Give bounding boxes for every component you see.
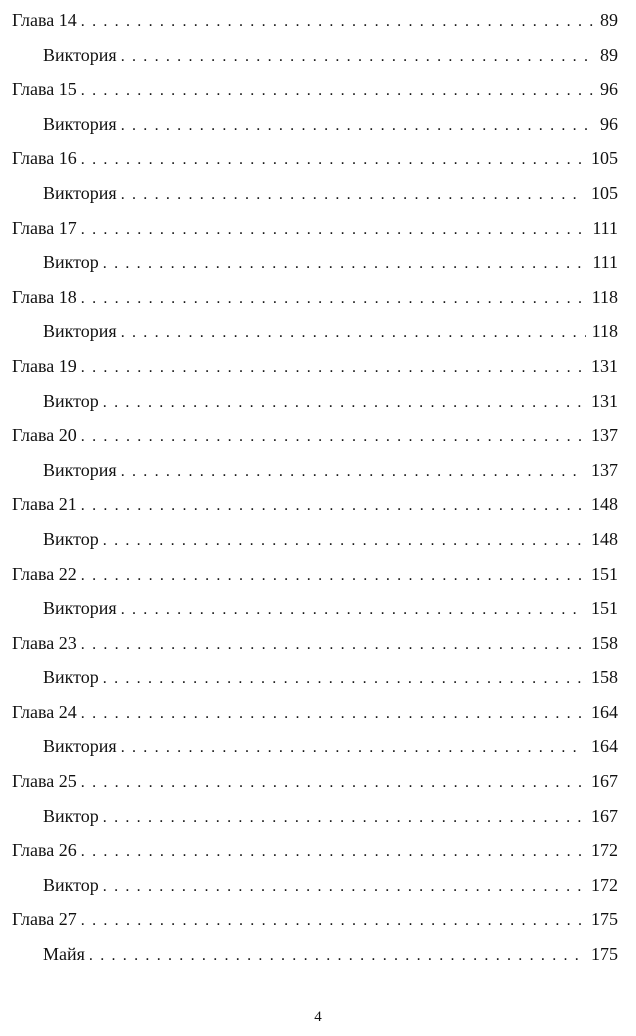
- toc-entry-title: Глава 23: [12, 632, 77, 653]
- toc-chapter-entry: [12, 487, 618, 522]
- toc-chapter-entry: [12, 902, 618, 937]
- toc-chapter-entry: [12, 557, 618, 592]
- dot-leader: [103, 247, 587, 282]
- toc-entry-title: Виктор: [43, 667, 99, 688]
- toc-chapter-entry: [12, 764, 618, 799]
- toc-entry-title: Глава 26: [12, 840, 77, 861]
- toc-chapter-entry: [12, 349, 618, 384]
- toc-entry-page-number: 148: [591, 494, 618, 515]
- toc-entry-title: Виктория: [43, 598, 117, 619]
- toc-entry-title: Глава 20: [12, 425, 77, 446]
- toc-entry-page-number: 137: [591, 425, 618, 446]
- toc-entry-page-number: 89: [600, 44, 618, 65]
- toc-entry-page-number: 151: [591, 598, 618, 619]
- toc-entry-page-number: 148: [591, 528, 618, 549]
- toc-chapter-entry: [12, 3, 618, 38]
- toc-subentry: [12, 799, 618, 834]
- toc-entry-title: Виктор: [43, 528, 99, 549]
- toc-entry-page-number: 175: [591, 909, 618, 930]
- toc-entry-title: Глава 24: [12, 701, 77, 722]
- dot-leader: [81, 143, 585, 178]
- toc-entry-page-number: 96: [600, 113, 618, 134]
- dot-leader: [121, 731, 585, 766]
- toc-subentry: [12, 660, 618, 695]
- toc-entry-page-number: 167: [591, 805, 618, 826]
- dot-leader: [121, 316, 586, 351]
- toc-entry-page-number: 111: [592, 217, 618, 238]
- dot-leader: [103, 662, 585, 697]
- toc-subentry: [12, 591, 618, 626]
- dot-leader: [89, 939, 585, 974]
- dot-leader: [81, 74, 594, 109]
- toc-entry-page-number: 118: [591, 321, 618, 342]
- dot-leader: [103, 524, 585, 559]
- toc-subentry: [12, 522, 618, 557]
- toc-subentry: [12, 38, 618, 73]
- toc-entry-page-number: 175: [591, 944, 618, 965]
- dot-leader: [121, 109, 594, 144]
- toc-entry-page-number: 105: [591, 148, 618, 169]
- toc-entry-title: Виктория: [43, 736, 117, 757]
- dot-leader: [81, 766, 585, 801]
- dot-leader: [121, 40, 594, 75]
- toc-entry-title: Виктория: [43, 182, 117, 203]
- toc-entry-title: Глава 18: [12, 286, 77, 307]
- table-of-contents: [12, 3, 618, 972]
- toc-chapter-entry: [12, 72, 618, 107]
- dot-leader: [81, 420, 585, 455]
- page-number: 4: [314, 1009, 322, 1025]
- toc-entry-page-number: 137: [591, 459, 618, 480]
- toc-chapter-entry: [12, 418, 618, 453]
- toc-entry-title: Виктория: [43, 321, 117, 342]
- toc-subentry: [12, 384, 618, 419]
- dot-leader: [121, 455, 585, 490]
- toc-entry-title: Виктор: [43, 805, 99, 826]
- toc-entry-title: Глава 15: [12, 79, 77, 100]
- toc-entry-title: Майя: [43, 944, 85, 965]
- toc-entry-page-number: 131: [591, 390, 618, 411]
- dot-leader: [81, 904, 585, 939]
- toc-entry-title: Глава 21: [12, 494, 77, 515]
- toc-entry-title: Глава 22: [12, 563, 77, 584]
- toc-entry-title: Глава 16: [12, 148, 77, 169]
- toc-entry-page-number: 172: [591, 840, 618, 861]
- dot-leader: [81, 697, 585, 732]
- dot-leader: [121, 178, 585, 213]
- toc-subentry: [12, 729, 618, 764]
- dot-leader: [103, 386, 585, 421]
- toc-entry-page-number: 164: [591, 701, 618, 722]
- toc-subentry: [12, 868, 618, 903]
- toc-entry-page-number: 151: [591, 563, 618, 584]
- toc-chapter-entry: [12, 211, 618, 246]
- toc-entry-page-number: 167: [591, 771, 618, 792]
- toc-subentry: [12, 314, 618, 349]
- toc-entry-title: Глава 25: [12, 771, 77, 792]
- toc-entry-page-number: 105: [591, 182, 618, 203]
- toc-subentry: [12, 107, 618, 142]
- toc-entry-title: Виктория: [43, 113, 117, 134]
- toc-entry-title: Виктор: [43, 390, 99, 411]
- toc-chapter-entry: [12, 695, 618, 730]
- toc-entry-page-number: 118: [591, 286, 618, 307]
- toc-chapter-entry: [12, 141, 618, 176]
- toc-entry-page-number: 158: [591, 667, 618, 688]
- dot-leader: [81, 489, 585, 524]
- toc-entry-title: Виктор: [43, 252, 99, 273]
- toc-entry-title: Глава 14: [12, 10, 77, 30]
- toc-entry-title: Виктор: [43, 874, 99, 895]
- dot-leader: [81, 213, 587, 248]
- toc-entry-title: Глава 19: [12, 355, 77, 376]
- toc-entry-title: Виктория: [43, 459, 117, 480]
- toc-entry-page-number: 96: [600, 79, 618, 100]
- toc-entry-page-number: 158: [591, 632, 618, 653]
- toc-subentry: [12, 937, 618, 972]
- dot-leader: [81, 5, 594, 40]
- toc-subentry: [12, 453, 618, 488]
- toc-entry-title: Глава 27: [12, 909, 77, 930]
- toc-entry-page-number: 172: [591, 874, 618, 895]
- toc-chapter-entry: [12, 833, 618, 868]
- toc-subentry: [12, 245, 618, 280]
- toc-chapter-entry: [12, 626, 618, 661]
- dot-leader: [81, 559, 585, 594]
- dot-leader: [81, 282, 586, 317]
- dot-leader: [81, 835, 585, 870]
- toc-entry-page-number: 89: [600, 10, 618, 30]
- dot-leader: [81, 628, 585, 663]
- dot-leader: [103, 870, 585, 905]
- dot-leader: [81, 351, 585, 386]
- toc-chapter-entry: [12, 280, 618, 315]
- dot-leader: [103, 801, 585, 836]
- dot-leader: [121, 593, 585, 628]
- toc-entry-page-number: 131: [591, 355, 618, 376]
- toc-entry-title: Виктория: [43, 44, 117, 65]
- toc-subentry: [12, 176, 618, 211]
- toc-entry-title: Глава 17: [12, 217, 77, 238]
- toc-entry-page-number: 111: [592, 252, 618, 273]
- toc-entry-page-number: 164: [591, 736, 618, 757]
